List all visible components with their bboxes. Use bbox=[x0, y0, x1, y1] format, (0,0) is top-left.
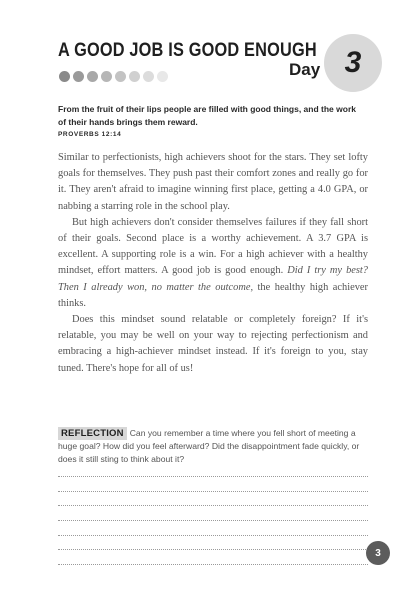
epigraph-quote: From the fruit of their lips people are filled with good things, and the work of their hands brings them reward. bbox=[58, 104, 356, 127]
body-paragraph-2-end: the healthy high achiever thinks. bbox=[58, 281, 368, 309]
writing-line[interactable] bbox=[58, 465, 368, 477]
writing-line[interactable] bbox=[58, 538, 368, 550]
body-paragraph-3: Does this mindset sound relatable or completely foreign? If it's relatable, you may be well on your way to rejecting perfectionism and embracing a high-achiever mindset instead. If it's foreign to you, stay tuned. There's hope for all of us! bbox=[58, 314, 368, 374]
writing-line[interactable] bbox=[58, 524, 368, 536]
progress-dot bbox=[115, 71, 126, 82]
page-number: 3 bbox=[375, 547, 381, 559]
progress-dot bbox=[73, 71, 84, 82]
day-number: 3 bbox=[344, 46, 362, 79]
body-paragraph-2 bbox=[58, 215, 368, 312]
reflection-prompt: Can you remember a time where you fell short of meeting a huge goal? How did you feel afterward? Did the disappointment fade quickly, or does it still sting to think about it? bbox=[58, 428, 360, 464]
body-paragraph-2-italic: Did I try my best? Then I already won, no matter the outcome, bbox=[58, 265, 369, 293]
writing-line[interactable] bbox=[58, 494, 368, 506]
day-label: Day bbox=[289, 60, 321, 79]
writing-lines bbox=[58, 465, 368, 568]
progress-dot bbox=[59, 71, 70, 82]
progress-dot bbox=[129, 71, 140, 82]
progress-dots bbox=[59, 71, 168, 82]
epigraph-citation: PROVERBS 12:14 bbox=[58, 131, 122, 138]
progress-dot bbox=[101, 71, 112, 82]
reflection-label: REFLECTION bbox=[58, 427, 127, 440]
progress-dot bbox=[87, 71, 98, 82]
writing-line[interactable] bbox=[58, 509, 368, 521]
progress-dot bbox=[143, 71, 154, 82]
body-paragraph-2-start: But high achievers don't consider themselves failures if they fall short of their goals. Second place is a worthy achievement. A 3.7 GPA is excellent. A supporting role is a win. For a high achiever with a healthy mindset, effort matters. A good job is good enough. bbox=[58, 216, 368, 277]
reflection-section bbox=[58, 427, 368, 466]
writing-line[interactable] bbox=[58, 480, 368, 492]
page-title: A GOOD JOB IS GOOD ENOUGH bbox=[58, 40, 317, 61]
body-paragraph-1: Similar to perfectionists, high achievers shoot for the stars. They set lofty goals for themselves. They push past their comfort zones and really go for it. They aren't afraid to imagine winning first place, getting a 4.0 GPA, or nabbing a starring role in the school play. bbox=[58, 152, 368, 212]
day-badge bbox=[324, 34, 382, 92]
writing-line[interactable] bbox=[58, 553, 368, 565]
progress-dot bbox=[157, 71, 168, 82]
page-number-tab bbox=[366, 541, 390, 565]
body-text bbox=[58, 150, 368, 377]
